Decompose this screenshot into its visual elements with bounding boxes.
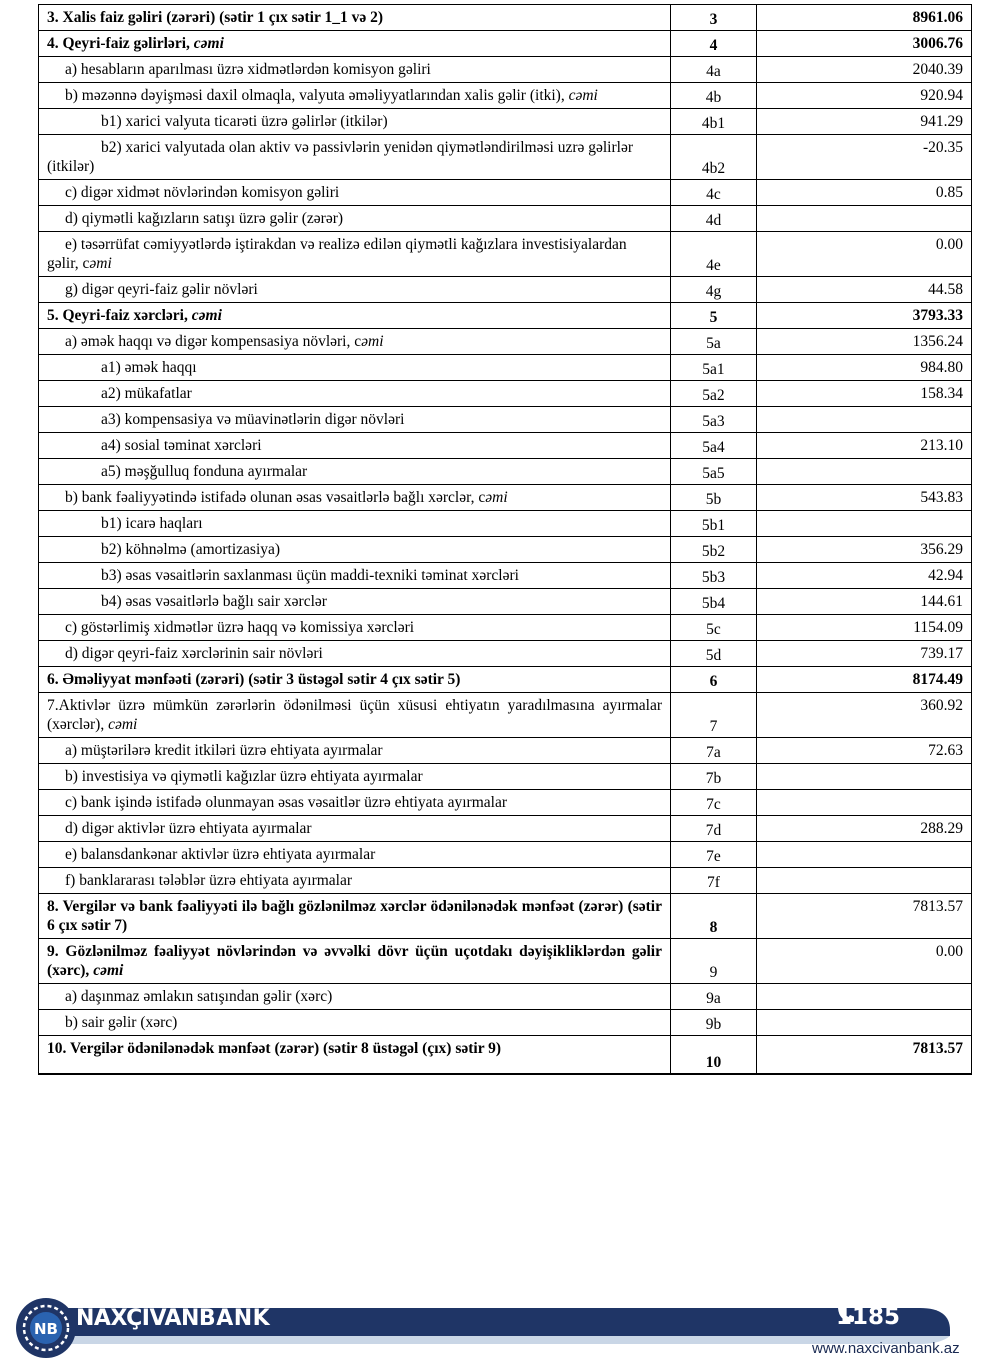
table-row (39, 485, 972, 511)
row-code: 7b (671, 764, 757, 790)
row-value: 739.17 (757, 641, 972, 667)
row-label: 8. Vergilər və bank fəaliyyəti ilə bağlı gözlənilməz xərclər ödənilənədək mənfəət (zərər) (sətir 6 çıx sətir 7) (39, 894, 671, 939)
phone-icon (836, 1304, 856, 1324)
row-label: b) məzənnə dəyişməsi daxil olmaqla, valyuta əməliyyatlarından xalis gəlir (itki), cəmi (39, 83, 671, 109)
row-code: 5b2 (671, 537, 757, 563)
row-value: 72.63 (757, 738, 972, 764)
row-label: b2) xarici valyutada olan aktiv və passivlərin yenidən qiymətləndirilməsi uzrə gəlirlər (itkilər) (39, 135, 671, 180)
table-row (39, 868, 972, 894)
row-value: -20.35 (757, 135, 972, 180)
row-code: 5 (671, 303, 757, 329)
row-value: 984.80 (757, 355, 972, 381)
row-value: 158.34 (757, 381, 972, 407)
row-code: 6 (671, 667, 757, 693)
row-value (757, 206, 972, 232)
phone-number[interactable]: 1185 (836, 1304, 901, 1330)
table-row (39, 83, 972, 109)
table-row (39, 537, 972, 563)
row-code: 5b1 (671, 511, 757, 537)
row-code: 10 (671, 1036, 757, 1075)
row-label: a) hesabların aparılması üzrə xidmətlərdən komisyon gəliri (39, 57, 671, 83)
row-code: 4d (671, 206, 757, 232)
row-label: a) daşınmaz əmlakın satışından gəlir (xərc) (39, 984, 671, 1010)
row-label: a2) mükafatlar (39, 381, 671, 407)
table-row (39, 790, 972, 816)
row-code: 9b (671, 1010, 757, 1036)
row-code: 4g (671, 277, 757, 303)
table-row (39, 180, 972, 206)
row-code: 5a3 (671, 407, 757, 433)
table-row (39, 57, 972, 83)
row-value: 7813.57 (757, 1036, 972, 1075)
row-label: 10. Vergilər ödənilənədək mənfəət (zərər) (sətir 8 üstəgəl (çıx) sətir 9) (39, 1036, 671, 1075)
row-code: 5a (671, 329, 757, 355)
row-value (757, 407, 972, 433)
brand-name: NAXÇIVANBANK (76, 1306, 271, 1331)
table-row (39, 5, 972, 31)
row-label: f) banklararası tələblər üzrə ehtiyata ayırmalar (39, 868, 671, 894)
row-label: b) investisiya və qiymətli kağızlar üzrə ehtiyata ayırmalar (39, 764, 671, 790)
row-code: 4a (671, 57, 757, 83)
table-row (39, 433, 972, 459)
row-label: b) sair gəlir (xərc) (39, 1010, 671, 1036)
table-row (39, 277, 972, 303)
table-row (39, 109, 972, 135)
row-code: 4b (671, 83, 757, 109)
row-value: 360.92 (757, 693, 972, 738)
row-value: 288.29 (757, 816, 972, 842)
row-value: 1356.24 (757, 329, 972, 355)
table-row (39, 984, 972, 1010)
table-row (39, 407, 972, 433)
row-label: b4) əsas vəsaitlərlə bağlı sair xərclər (39, 589, 671, 615)
row-value: 44.58 (757, 277, 972, 303)
table-row (39, 939, 972, 984)
row-label: c) digər xidmət növlərindən komisyon gəliri (39, 180, 671, 206)
row-label: 9. Gözlənilməz fəaliyyət növlərindən və əvvəlki dövr üçün uçotdakı dəyişikliklərdən gəlir (xərc), cəmi (39, 939, 671, 984)
row-value: 941.29 (757, 109, 972, 135)
row-code: 5a1 (671, 355, 757, 381)
row-value (757, 842, 972, 868)
row-value (757, 1010, 972, 1036)
table-row (39, 738, 972, 764)
row-label: d) digər aktivlər üzrə ehtiyata ayırmalar (39, 816, 671, 842)
row-label: b2) köhnəlmə (amortizasiya) (39, 537, 671, 563)
row-value (757, 511, 972, 537)
row-value (757, 984, 972, 1010)
table-row (39, 842, 972, 868)
row-code: 9a (671, 984, 757, 1010)
table-row (39, 667, 972, 693)
row-code: 7f (671, 868, 757, 894)
row-label: 5. Qeyri-faiz xərcləri, cəmi (39, 303, 671, 329)
row-value: 3006.76 (757, 31, 972, 57)
row-label: a3) kompensasiya və müavinətlərin digər növləri (39, 407, 671, 433)
row-label: b3) əsas vəsaitlərin saxlanması üçün maddi-texniki təminat xərcləri (39, 563, 671, 589)
row-code: 4 (671, 31, 757, 57)
row-value (757, 868, 972, 894)
row-value: 3793.33 (757, 303, 972, 329)
table-row (39, 135, 972, 180)
row-label: 4. Qeyri-faiz gəlirləri, cəmi (39, 31, 671, 57)
row-code: 4e (671, 232, 757, 277)
row-label: e) balansdankənar aktivlər üzrə ehtiyata ayırmalar (39, 842, 671, 868)
row-code: 7d (671, 816, 757, 842)
table-row (39, 303, 972, 329)
row-value (757, 790, 972, 816)
table-row (39, 894, 972, 939)
row-value: 543.83 (757, 485, 972, 511)
row-label: a5) məşğulluq fonduna ayırmalar (39, 459, 671, 485)
row-label: c) göstərlimiş xidmətlər üzrə haqq və komissiya xərcləri (39, 615, 671, 641)
row-value: 0.00 (757, 939, 972, 984)
row-code: 5b (671, 485, 757, 511)
row-value: 7813.57 (757, 894, 972, 939)
row-value: 42.94 (757, 563, 972, 589)
logo-mark: NB (34, 1320, 58, 1338)
row-label: 7.Aktivlər üzrə mümkün zərərlərin ödənilməsi üçün xüsusi ehtiyatın yaradılmasına ayırmalar (xərclər), cəmi (39, 693, 671, 738)
table-row (39, 1036, 972, 1075)
row-label: b) bank fəaliyyətində istifadə olunan əsas vəsaitlərlə bağlı xərclər, cəmi (39, 485, 671, 511)
row-label: d) qiymətli kağızların satışı üzrə gəlir (zərər) (39, 206, 671, 232)
row-code: 7e (671, 842, 757, 868)
footer (0, 1292, 1000, 1369)
row-code: 5a2 (671, 381, 757, 407)
table-row (39, 615, 972, 641)
table-row (39, 232, 972, 277)
row-label: 3. Xalis faiz gəliri (zərəri) (sətir 1 çıx sətir 1_1 və 2) (39, 5, 671, 31)
row-code: 5b3 (671, 563, 757, 589)
row-label: a4) sosial təminat xərcləri (39, 433, 671, 459)
row-value (757, 459, 972, 485)
row-label: c) bank işində istifadə olunmayan əsas vəsaitlər üzrə ehtiyata ayırmalar (39, 790, 671, 816)
row-code: 9 (671, 939, 757, 984)
row-code: 7c (671, 790, 757, 816)
row-label: 6. Əməliyyat mənfəəti (zərəri) (sətir 3 üstəgəl sətir 4 çıx sətir 5) (39, 667, 671, 693)
row-value: 2040.39 (757, 57, 972, 83)
table-row (39, 31, 972, 57)
row-code: 8 (671, 894, 757, 939)
row-code: 5c (671, 615, 757, 641)
table-row (39, 329, 972, 355)
row-value: 213.10 (757, 433, 972, 459)
table-row (39, 764, 972, 790)
row-label: a1) əmək haqqı (39, 355, 671, 381)
row-value: 1154.09 (757, 615, 972, 641)
row-code: 4b2 (671, 135, 757, 180)
row-label: g) digər qeyri-faiz gəlir növləri (39, 277, 671, 303)
row-label: a) əmək haqqı və digər kompensasiya növləri, cəmi (39, 329, 671, 355)
table-row (39, 693, 972, 738)
row-code: 4b1 (671, 109, 757, 135)
row-label: e) təsərrüfat cəmiyyətlərdə iştirakdan və realizə edilən qiymətli kağızlara investisiyalardan gəlir, cəmi (39, 232, 671, 277)
table-row (39, 589, 972, 615)
table-row (39, 459, 972, 485)
row-value: 920.94 (757, 83, 972, 109)
row-value: 356.29 (757, 537, 972, 563)
row-value: 0.85 (757, 180, 972, 206)
row-value: 144.61 (757, 589, 972, 615)
table-row (39, 816, 972, 842)
table-row (39, 511, 972, 537)
table-row (39, 563, 972, 589)
row-code: 7 (671, 693, 757, 738)
row-label: b1) icarə haqları (39, 511, 671, 537)
row-code: 5d (671, 641, 757, 667)
table-row (39, 206, 972, 232)
row-code: 5b4 (671, 589, 757, 615)
row-code: 3 (671, 5, 757, 31)
financial-table (38, 4, 972, 1075)
row-value (757, 764, 972, 790)
row-label: b1) xarici valyuta ticarəti üzrə gəlirlər (itkilər) (39, 109, 671, 135)
row-code: 5a4 (671, 433, 757, 459)
table-row (39, 355, 972, 381)
table-row (39, 641, 972, 667)
row-code: 7a (671, 738, 757, 764)
website-link[interactable]: www.naxcivanbank.az (812, 1340, 960, 1357)
row-value: 0.00 (757, 232, 972, 277)
row-label: d) digər qeyri-faiz xərclərinin sair növləri (39, 641, 671, 667)
table-row (39, 381, 972, 407)
row-value: 8961.06 (757, 5, 972, 31)
row-value: 8174.49 (757, 667, 972, 693)
row-code: 4c (671, 180, 757, 206)
row-label: a) müştərilərə kredit itkiləri üzrə ehtiyata ayırmalar (39, 738, 671, 764)
row-code: 5a5 (671, 459, 757, 485)
table-row (39, 1010, 972, 1036)
